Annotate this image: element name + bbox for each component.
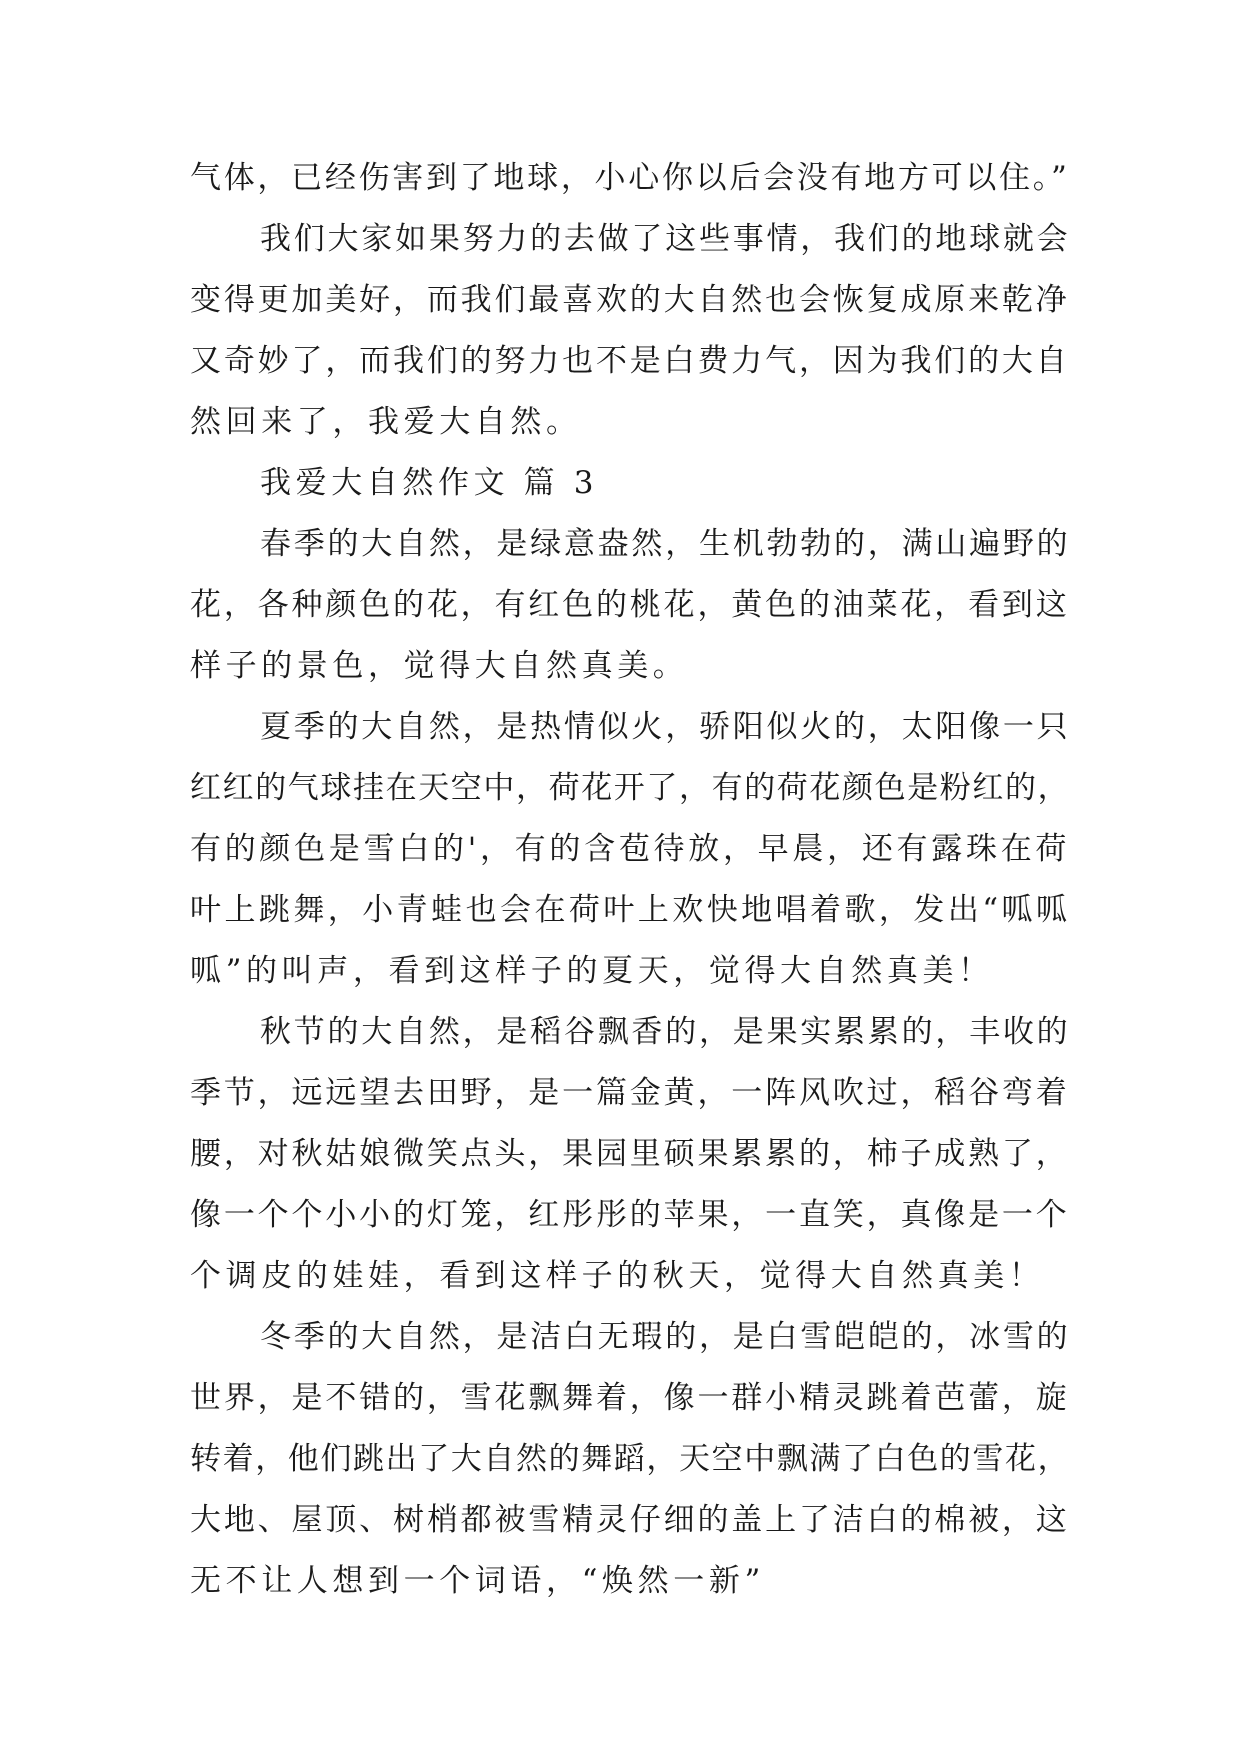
text-line: 像一个个小小的灯笼，红彤彤的苹果，一直笑，真像是一个 (190, 1197, 1070, 1233)
text-line: 有的颜色是雪白的'，有的含苞待放，早晨，还有露珠在荷 (190, 831, 1071, 867)
text-line: 无不让人想到一个词语，“焕然一新” (190, 1563, 765, 1599)
text-line: 个调皮的娃娃，看到这样子的秋天，觉得大自然真美！ (190, 1258, 1045, 1294)
paragraph-first-line: 我们大家如果努力的去做了这些事情，我们的地球就会 (260, 221, 1071, 257)
paragraph-first-line: 春季的大自然，是绿意盎然，生机勃勃的，满山遍野的 (260, 526, 1071, 562)
text-line: 腰，对秋姑娘微笑点头，果园里硕果累累的，柿子成熟了， (190, 1136, 1070, 1172)
text-line: 呱”的叫声，看到这样子的夏天，觉得大自然真美！ (190, 953, 994, 989)
text-line: 然回来了，我爱大自然。 (190, 404, 582, 440)
text-line: 大地、屋顶、树梢都被雪精灵仔细的盖上了洁白的棉被，这 (190, 1502, 1070, 1538)
paragraph-first-line: 夏季的大自然，是热情似火，骄阳似火的，太阳像一只 (260, 709, 1071, 745)
text-line: 样子的景色，觉得大自然真美。 (190, 648, 689, 684)
paragraph-first-line: 秋节的大自然，是稻谷飘香的，是果实累累的，丰收的 (260, 1014, 1071, 1050)
paragraph-first-line: 我爱大自然作文 篇 3 (260, 465, 599, 501)
text-line: 又奇妙了，而我们的努力也不是白费力气，因为我们的大自 (190, 343, 1070, 379)
text-line: 红红的气球挂在天空中，荷花开了，有的荷花颜色是粉红的， (190, 770, 1071, 806)
text-line: 转着，他们跳出了大自然的舞蹈，天空中飘满了白色的雪花， (190, 1441, 1071, 1477)
text-line: 花，各种颜色的花，有红色的桃花，黄色的油菜花，看到这 (190, 587, 1070, 623)
text-line: 变得更加美好，而我们最喜欢的大自然也会恢复成原来乾净 (190, 282, 1070, 318)
paragraph-first-line: 冬季的大自然，是洁白无瑕的，是白雪皑皑的，冰雪的 (260, 1319, 1071, 1355)
text-line: 叶上跳舞，小青蛙也会在荷叶上欢快地唱着歌，发出“呱呱 (190, 892, 1071, 928)
document-body (190, 148, 1071, 1612)
text-line: 季节，远远望去田野，是一篇金黄，一阵风吹过，稻谷弯着 (190, 1075, 1070, 1111)
text-line: 世界，是不错的，雪花飘舞着，像一群小精灵跳着芭蕾，旋 (190, 1380, 1070, 1416)
text-line: 气体，已经伤害到了地球，小心你以后会没有地方可以住。” (190, 160, 1070, 196)
